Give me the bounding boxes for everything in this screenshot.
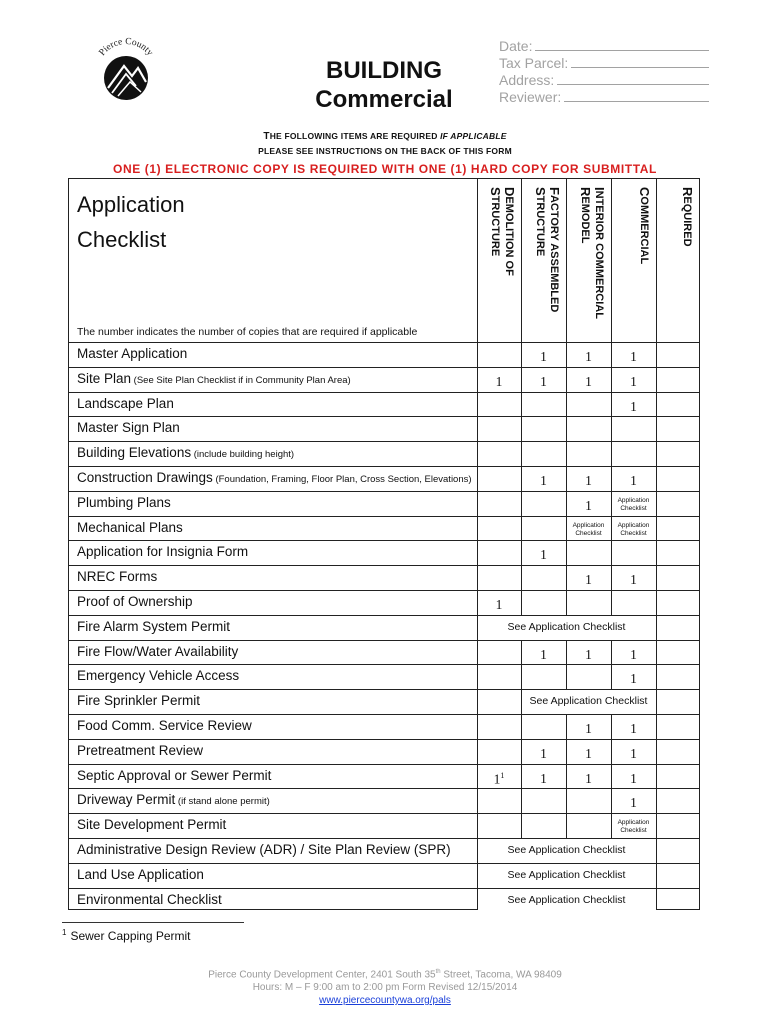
column-header-initial: R [578, 187, 593, 197]
item-name: Fire Alarm System Permit [77, 618, 231, 634]
copies-count [566, 522, 611, 538]
row-divider [69, 491, 699, 492]
header-rule [69, 342, 699, 343]
checklist-word: Application [572, 521, 605, 529]
row-divider [69, 367, 699, 368]
footnote-ref: 1 [500, 770, 505, 780]
item-name: Site Development Permit [77, 817, 227, 833]
checklist-item-label [77, 420, 180, 435]
footnote-number: 1 [62, 928, 67, 937]
checklist-item-label [77, 718, 252, 733]
column-header-text: EMODEL [579, 196, 591, 244]
form-title-commercial: Commercial [315, 86, 453, 113]
column-header-text: EQUIRED [681, 196, 693, 247]
item-name: Fire Flow/Water Availability [77, 643, 239, 659]
copies-count: 1 [630, 745, 637, 761]
checklist-item-label [77, 470, 472, 485]
item-name: Environmental Checklist [77, 891, 222, 907]
copies-count: 1 [630, 398, 637, 414]
column-header-text: NTERIOR COMMERCIAL [593, 190, 605, 319]
svg-text:Pierce County [97, 37, 154, 58]
address-line[interactable] [557, 84, 709, 85]
reviewer-line[interactable] [564, 101, 709, 102]
date-label: Date: [499, 38, 533, 54]
column-header [571, 187, 606, 319]
checklist-item-label [77, 817, 226, 832]
pierce-county-seal-icon [86, 30, 166, 104]
item-name: Fire Sprinkler Permit [77, 693, 201, 709]
checklist-item-label [77, 892, 222, 907]
row-divider [69, 441, 699, 442]
column-divider [656, 179, 657, 909]
checklist-word: Checklist [620, 827, 647, 835]
copies-count: 1 [630, 349, 637, 364]
item-name: Land Use Application [77, 866, 204, 882]
column-divider [477, 179, 478, 909]
copies-count: 1 [630, 646, 637, 662]
copies-count: 1 [630, 473, 637, 488]
copies-count: 1 [585, 572, 592, 588]
tax-parcel-label: Tax Parcel: [499, 55, 569, 71]
copies-count: 1 [540, 646, 547, 662]
tax-parcel-line[interactable] [571, 67, 709, 68]
see-application-checklist: See Application Checklist [507, 620, 626, 633]
footnote-text: Sewer Capping Permit [70, 929, 191, 943]
item-name: Application for Insignia Form [77, 544, 249, 560]
checklist-item-label [77, 495, 171, 510]
column-header-initial: S [488, 187, 503, 196]
column-header [482, 187, 516, 276]
item-name: Plumbing Plans [77, 494, 171, 510]
form-title-building: BUILDING [326, 57, 442, 84]
copies-count: 1 [585, 721, 592, 736]
checklist-item-label [77, 371, 351, 386]
see-application-checklist: See Application Checklist [529, 695, 648, 708]
reviewer-label: Reviewer: [499, 89, 562, 105]
copies-count: 1 [585, 497, 592, 513]
column-header-text: ACTORY ASSEMBLED [548, 194, 560, 313]
column-header-initial: S [533, 187, 548, 196]
checklist-word: Checklist [620, 529, 647, 537]
copies-count: 1 [585, 745, 592, 761]
copies-count: 1 [630, 795, 637, 811]
column-header-initial: C [637, 187, 652, 197]
row-divider [69, 392, 699, 393]
form-meta-fields [499, 37, 709, 105]
checklist-word: Application [617, 819, 650, 827]
item-note: (if stand alone permit) [175, 796, 270, 808]
pierce-county-logo [86, 30, 166, 104]
checklist-item-label [77, 594, 193, 609]
tax-parcel-field[interactable] [499, 54, 709, 71]
row-divider [69, 714, 699, 715]
item-note: (See Site Plan Checklist if in Community Plan Area) [131, 374, 351, 386]
item-name: Landscape Plan [77, 395, 174, 411]
item-name: Master Application [77, 346, 188, 361]
address-field[interactable] [499, 71, 709, 88]
see-application-checklist: See Application Checklist [507, 844, 626, 856]
checklist-item-label [77, 743, 203, 758]
copies-count: 1 [585, 770, 592, 786]
copies-count: 1 [630, 572, 637, 588]
column-header [661, 187, 694, 247]
checklist-word: Application [617, 521, 650, 529]
column-divider [521, 179, 522, 909]
row-divider [69, 764, 699, 765]
copies-count [611, 819, 656, 835]
reviewer-field[interactable] [499, 88, 709, 105]
copies-count: 1 [540, 473, 547, 488]
checklist-item-label [77, 644, 238, 659]
copies-count: 1 [495, 373, 503, 389]
copies-count: 1 [540, 745, 547, 761]
date-field[interactable] [499, 37, 709, 54]
checklist-item-label [77, 792, 270, 807]
electronic-copy-note: ONE (1) ELECTRONIC COPY IS REQUIRED WITH ONE (1) HARD COPY FOR SUBMITTAL [113, 162, 657, 176]
checklist-item-label [77, 668, 239, 683]
column-header-text: TRUCTURE [489, 195, 501, 257]
column-divider [566, 179, 567, 909]
see-application-checklist: See Application Checklist [507, 868, 626, 881]
row-divider [69, 664, 699, 665]
footer-hours: Hours: M – F 9:00 am to 2:00 pm Form Revised 12/15/2014 [252, 982, 518, 993]
copies-count: 1 [585, 349, 592, 364]
copies-count: 1 [630, 671, 637, 687]
column-header-initial: D [502, 187, 517, 197]
column-header-initial: I [592, 187, 607, 191]
instructions-note: PLEASE SEE INSTRUCTIONS ON THE BACK OF THIS FORM [258, 146, 512, 156]
copies-count [611, 522, 656, 538]
copies-count: 1 [540, 770, 547, 786]
application-checklist-table [68, 178, 700, 910]
copies-count: 1 [585, 373, 592, 389]
checklist-item-label [77, 842, 451, 857]
checklist-word: Application [617, 496, 650, 504]
checklist-item-label [77, 867, 204, 882]
row-divider [69, 640, 699, 641]
checklist-heading [77, 187, 185, 257]
copies-count: 1 [630, 373, 637, 389]
item-name: Driveway Permit [77, 792, 176, 808]
row-divider [69, 516, 699, 517]
item-name: Construction Drawings [77, 470, 213, 485]
item-name: Site Plan [77, 370, 132, 386]
column-header [526, 187, 561, 312]
column-header-text: TRUCTURE [534, 195, 546, 257]
row-divider [69, 416, 699, 417]
column-header-initial: R [680, 187, 695, 197]
item-note: (include building height) [191, 449, 295, 461]
item-name: Emergency Vehicle Access [77, 668, 240, 684]
checklist-heading-line1: Application [77, 192, 185, 217]
footer-url-link[interactable]: www.piercecountywa.org/pals [319, 995, 451, 1006]
checklist-item-label [77, 619, 230, 634]
item-note: (Foundation, Framing, Floor Plan, Cross Section, Elevations) [212, 474, 472, 485]
copies-count: 1 [495, 597, 503, 612]
column-header-text: OMMERCIAL [638, 196, 650, 265]
column-header-text: EMOLITION OF [503, 196, 515, 276]
copies-count [611, 497, 656, 513]
copies-count: 1 [585, 646, 592, 662]
item-name: Pretreatment Review [77, 742, 204, 758]
checklist-item-label [77, 768, 271, 783]
checklist-word: Checklist [575, 529, 602, 537]
form-title [300, 56, 468, 114]
checklist-item-label [77, 544, 248, 559]
row-divider [69, 813, 699, 814]
checklist-item-label [77, 445, 294, 460]
required-items-note: THE FOLLOWING ITEMS ARE REQUIRED IF APPLICABLE [263, 131, 507, 142]
item-name: NREC Forms [77, 569, 158, 585]
item-name: Proof of Ownership [77, 594, 193, 609]
row-divider [69, 540, 699, 541]
item-name: Mechanical Plans [77, 519, 183, 535]
copies-count: 1 [540, 547, 547, 563]
logo-arc-text: Pierce County [97, 36, 155, 58]
copies-count: 1 [630, 721, 637, 736]
footnote-rule [62, 922, 244, 923]
footnote [62, 928, 191, 943]
checklist-item-label [77, 693, 200, 708]
row-divider [69, 788, 699, 789]
row-divider [69, 466, 699, 467]
checklist-item-label [77, 569, 157, 584]
footer-address: Pierce County Development Center, 2401 South 35th Street, Tacoma, WA 98409 [208, 969, 562, 981]
address-label: Address: [499, 72, 555, 88]
copies-count: 1 [540, 373, 547, 389]
row-divider [69, 590, 699, 591]
item-name: Master Sign Plan [77, 420, 180, 436]
item-name: Septic Approval or Sewer Permit [77, 767, 272, 783]
date-line[interactable] [535, 50, 709, 51]
copies-count: 1 [585, 473, 592, 488]
copies-count: $1^1$ [493, 770, 505, 787]
checklist-heading-line2: Checklist [77, 227, 167, 252]
column-header-initial: F [547, 187, 562, 195]
row-divider [69, 565, 699, 566]
checklist-item-label [77, 346, 187, 361]
item-name: Administrative Design Review (ADR) / Site Plan Review (SPR) [77, 842, 451, 857]
row-divider [69, 739, 699, 740]
column-header [616, 187, 651, 264]
checklist-item-label [77, 396, 174, 411]
copies-count: 1 [630, 770, 637, 786]
copies-note: The number indicates the number of copies that are required if applicable [77, 326, 418, 338]
checklist-word: Checklist [620, 504, 647, 512]
item-name: Building Elevations [77, 445, 192, 461]
copies-count: 1 [540, 349, 547, 364]
see-application-checklist: See Application Checklist [507, 893, 626, 906]
item-name: Food Comm. Service Review [77, 718, 252, 733]
checklist-item-label [77, 520, 183, 535]
